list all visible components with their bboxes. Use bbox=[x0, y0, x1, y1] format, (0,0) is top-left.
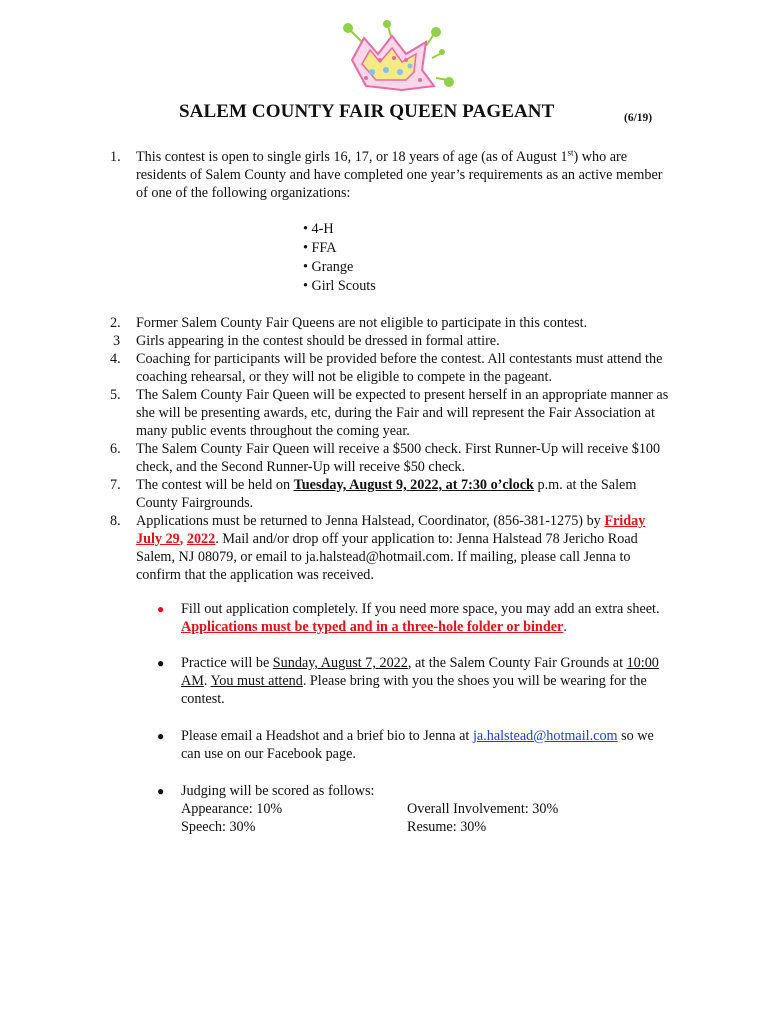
contest-date: Tuesday, August 9, 2022, at 7:30 o’clock bbox=[293, 477, 534, 493]
judging-scores bbox=[181, 800, 677, 836]
rule-text: This contest is open to single girls 16, 17, or 18 years of age (as of August 1 bbox=[136, 149, 568, 165]
rule-number: 1. bbox=[110, 149, 121, 165]
rule-item-5 bbox=[110, 386, 670, 440]
bullet-judging bbox=[157, 782, 677, 836]
organization-item: • 4-H bbox=[303, 221, 334, 237]
bullet-text: . Please bring with you the shoes you will be wearing for the contest. bbox=[181, 673, 647, 707]
rule-item-4 bbox=[110, 350, 670, 386]
score-appearance: Appearance: 10% bbox=[181, 801, 283, 817]
version-label: (6/19) bbox=[624, 112, 653, 124]
practice-time: 10:00 AM bbox=[181, 655, 659, 689]
practice-date: Sunday, August 7, 2022 bbox=[272, 655, 408, 671]
bullet-headshot bbox=[157, 727, 677, 763]
rules-list bbox=[110, 314, 670, 584]
bullet-application bbox=[157, 600, 677, 636]
rule-item-8 bbox=[110, 512, 670, 584]
judging-intro: Judging will be scored as follows: bbox=[181, 783, 375, 799]
rule-number: 4. bbox=[110, 351, 121, 367]
rule-text: Former Salem County Fair Queens are not eligible to participate in this contest. bbox=[136, 315, 588, 331]
rule-text-cont: . Mail and/or drop off your application to: Jenna Halstead 78 Jericho Road Salem, NJ 08079, or email to ja.halstead@hotmail.com. If mailing, please call Jenna to confirm that the application was received. bbox=[136, 531, 638, 583]
rule-item-2 bbox=[110, 314, 670, 332]
rule-text: Girls appearing in the contest should be dressed in formal attire. bbox=[136, 333, 500, 349]
score-speech: Speech: 30% bbox=[181, 819, 256, 835]
bullet-text: Please email a Headshot and a brief bio to Jenna at bbox=[181, 728, 473, 744]
bullet-practice bbox=[157, 654, 677, 708]
organization-item: • Grange bbox=[303, 259, 354, 275]
rule-item-6 bbox=[110, 440, 670, 476]
rule-text: The Salem County Fair Queen will receive a $500 check. First Runner-Up will receive $100 check, and the Second Runner-Up will receive $50 check. bbox=[136, 441, 661, 475]
bullet-dot-icon: ● bbox=[157, 729, 165, 743]
rule-text-cont: p.m. at the Salem County Fairgrounds. bbox=[136, 477, 637, 511]
must-attend: You must attend bbox=[210, 673, 303, 689]
rule-text: Applications must be returned to Jenna Halstead, Coordinator, (856-381-1275) by bbox=[136, 513, 605, 529]
email-link[interactable]: ja.halstead@hotmail.com bbox=[472, 728, 618, 744]
crown-logo-icon bbox=[336, 20, 456, 98]
score-involvement: Overall Involvement: 30% bbox=[407, 801, 559, 817]
organization-item: • Girl Scouts bbox=[303, 278, 376, 294]
rule-text: The Salem County Fair Queen will be expected to present herself in an appropriate manner as she will be presenting awards, etc, during the Fair and will represent the Fair Association at many public events throughout the coming year. bbox=[136, 387, 669, 439]
rule-text: The contest will be held on bbox=[136, 477, 294, 493]
bullet-dot-icon: ● bbox=[157, 656, 165, 670]
rule-item-7 bbox=[110, 476, 670, 512]
bullet-dot-icon: ● bbox=[157, 602, 165, 616]
rules-list-top bbox=[110, 148, 670, 202]
bullet-dot-icon: ● bbox=[157, 784, 165, 798]
rule-item-1 bbox=[110, 148, 670, 202]
rule-number: 3 bbox=[113, 333, 121, 349]
rule-number: 2. bbox=[110, 315, 121, 331]
bullet-text: so we can use on our Facebook page. bbox=[181, 728, 654, 762]
organization-list bbox=[303, 220, 376, 296]
bullet-text: , at the Salem County Fair Grounds at bbox=[407, 655, 627, 671]
score-resume: Resume: 30% bbox=[407, 819, 487, 835]
bullet-text: Fill out application completely. If you need more space, you may add an extra sheet. bbox=[181, 601, 660, 617]
rule-number: 7. bbox=[110, 477, 121, 493]
rule-text: Coaching for participants will be provided before the contest. All contestants must attend the coaching rehearsal, or they will not be eligible to compete in the pageant. bbox=[136, 351, 663, 385]
application-requirement: Applications must be typed and in a three-hole folder or binder bbox=[181, 619, 564, 635]
bullet-text: . bbox=[203, 673, 211, 689]
deadline-date: Friday July 29 bbox=[136, 513, 646, 547]
rule-number: 8. bbox=[110, 513, 121, 529]
page-title: SALEM COUNTY FAIR QUEEN PAGEANT bbox=[179, 101, 555, 122]
rule-item-3 bbox=[110, 332, 670, 350]
rule-text-cont: ) who are residents of Salem County and have completed one year’s requirements as an active member of one of the following organizations: bbox=[136, 149, 663, 201]
deadline-year: 2022 bbox=[186, 531, 216, 547]
bullet-text: Practice will be bbox=[181, 655, 273, 671]
ordinal-suffix: st bbox=[567, 147, 574, 158]
rule-number: 6. bbox=[110, 441, 121, 457]
deadline-comma: , bbox=[179, 531, 187, 547]
rule-number: 5. bbox=[110, 387, 121, 403]
bullet-text-end: . bbox=[563, 619, 567, 635]
organization-item: • FFA bbox=[303, 240, 337, 256]
